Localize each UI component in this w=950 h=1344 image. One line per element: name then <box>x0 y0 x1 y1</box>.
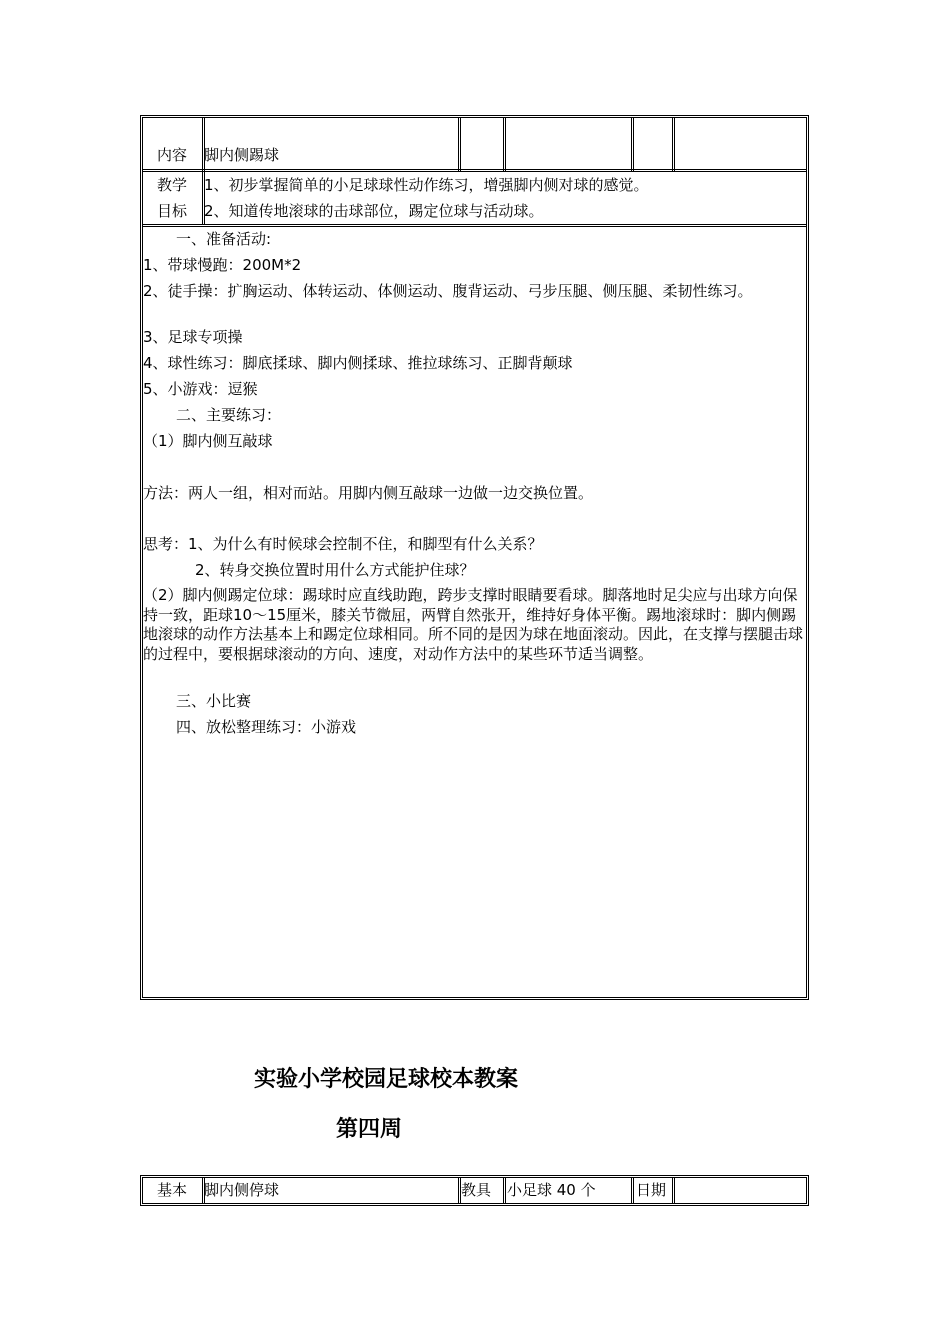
practice-item-1: （1）脚内侧互敲球 <box>143 432 273 450</box>
column-divider <box>503 118 509 172</box>
section-heading: 一、准备活动: <box>176 230 272 248</box>
content-value: 脚内侧踢球 <box>204 146 280 164</box>
lesson-info-table <box>140 1175 809 1206</box>
basic-label: 基本 <box>157 1181 188 1199</box>
goal-label-line2: 目标 <box>157 202 188 220</box>
warmup-item-4: 4、球性练习：脚底揉球、脚内侧揉球、推拉球练习、正脚背颠球 <box>143 354 573 372</box>
warmup-item-1: 1、带球慢跑：200M*2 <box>143 256 302 274</box>
topic-value: 脚内侧停球 <box>204 1181 280 1199</box>
warmup-item-5: 5、小游戏：逗猴 <box>143 380 258 398</box>
content-label: 内容 <box>157 146 188 164</box>
warmup-item-3: 3、足球专项操 <box>143 328 243 346</box>
warmup-item-2: 2、徒手操：扩胸运动、体转运动、体侧运动、腹背运动、弓步压腿、侧压腿、柔韧性练习。 <box>143 282 753 300</box>
section-heading: 四、放松整理练习：小游戏 <box>176 718 357 736</box>
section-heading: 三、小比赛 <box>176 692 252 710</box>
lesson-body <box>143 227 806 997</box>
column-divider <box>672 1178 678 1203</box>
equipment-value: 小足球 40 个 <box>507 1181 596 1199</box>
column-divider <box>631 118 637 172</box>
goal-label-line1: 教学 <box>157 176 188 194</box>
think-question-2: 2、转身交换位置时用什么方式能护住球？ <box>195 561 475 579</box>
lesson-plan-table <box>140 115 809 1000</box>
goal-item-2: 2、知道传地滚球的击球部位，踢定位球与活动球。 <box>204 202 544 220</box>
equipment-label: 教具 <box>461 1181 492 1199</box>
column-divider <box>672 118 678 172</box>
practice-item-2: （2）脚内侧踢定位球：踢球时应直线助跑，跨步支撑时眼睛要看球。脚落地时足尖应与出球方向保持一致，距球10～15厘米，膝关节微屈，两臂自然张开，维持好身体平衡。踢地滚球时：脚内侧踢地滚球的动作方法基本上和踢定位球相同。所不同的是因为球在地面滚动。因此，在支撑与摆腿击球的过程中，要根据球滚动的方向、速度，对动作方法中的某些环节适当调整。 <box>143 586 804 663</box>
document-title: 实验小学校园足球校本教案 <box>254 1067 519 1092</box>
week-title: 第四周 <box>336 1117 403 1142</box>
column-divider <box>458 118 464 172</box>
goal-item-1: 1、初步掌握简单的小足球球性动作练习，增强脚内侧对球的感觉。 <box>204 176 649 194</box>
method-text: 方法：两人一组，相对而站。用脚内侧互敲球一边做一边交换位置。 <box>143 484 594 502</box>
section-heading: 二、主要练习： <box>176 406 282 424</box>
think-question-1: 思考：1、为什么有时候球会控制不住，和脚型有什么关系？ <box>143 535 543 553</box>
date-label: 日期 <box>636 1181 667 1199</box>
